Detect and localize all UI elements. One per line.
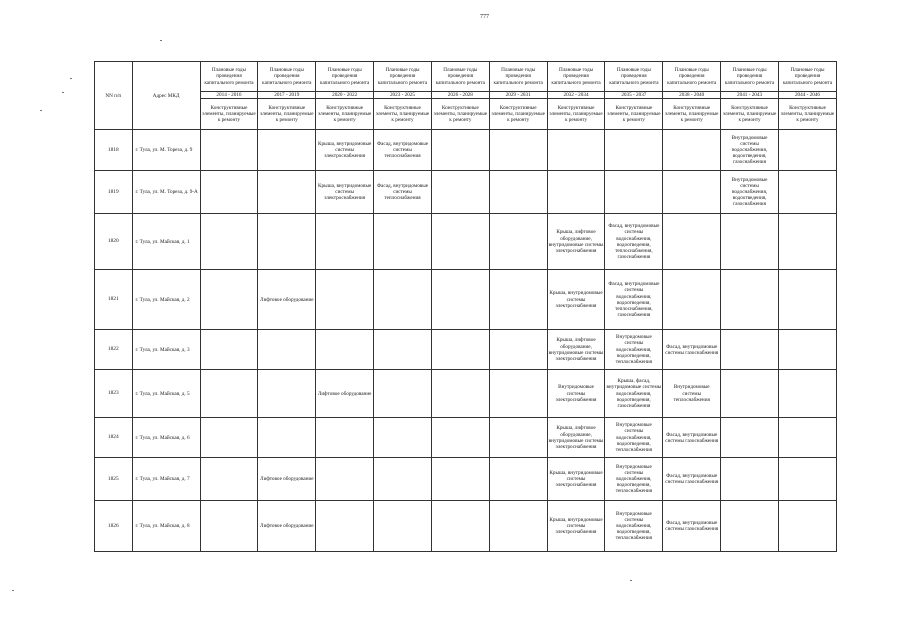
repair-elements-cell xyxy=(605,130,663,171)
repair-elements-cell xyxy=(316,270,374,330)
column-header-number: NN п/п xyxy=(95,62,133,130)
table-row xyxy=(95,370,837,418)
repair-elements-cell xyxy=(200,501,258,552)
elements-header: Конструктивные элементы, планируемые к ремонту xyxy=(374,99,432,130)
repair-elements-cell xyxy=(489,418,547,458)
repair-elements-cell xyxy=(374,370,432,418)
repair-elements-cell xyxy=(489,130,547,171)
repair-elements-cell xyxy=(721,214,779,270)
period-header: Плановые годы проведения капитального ремонта xyxy=(663,62,721,92)
repair-elements-cell xyxy=(489,458,547,501)
years-header: 2041 - 2043 xyxy=(721,92,779,99)
repair-elements-cell xyxy=(721,370,779,418)
repair-elements-cell xyxy=(431,418,489,458)
repair-elements-cell: Фасад, внутридомовые системы теплоснабжения xyxy=(374,171,432,214)
repair-elements-cell: Фасад, внутридомовые системы газоснабжения xyxy=(663,418,721,458)
years-header: 2026 - 2028 xyxy=(431,92,489,99)
repair-elements-cell: Фасад, внутридомовые системы газоснабжения xyxy=(663,458,721,501)
repair-elements-cell: Крыша, внутридомовые системы электроснабжения xyxy=(316,171,374,214)
repair-elements-cell xyxy=(316,214,374,270)
elements-header: Конструктивные элементы, планируемые к ремонту xyxy=(547,99,605,130)
row-number: 1821 xyxy=(95,270,133,330)
repair-elements-cell xyxy=(721,330,779,370)
years-header: 2023 - 2025 xyxy=(374,92,432,99)
row-number: 1822 xyxy=(95,330,133,370)
repair-elements-cell: Крыша, внутридомовые системы электроснабжения xyxy=(547,501,605,552)
table-row xyxy=(95,458,837,501)
repair-elements-cell xyxy=(778,330,836,370)
repair-elements-cell xyxy=(778,270,836,330)
table-row xyxy=(95,130,837,171)
elements-header: Конструктивные элементы, планируемые к ремонту xyxy=(489,99,547,130)
repair-elements-cell: Фасад, внутридомовые системы теплоснабжения xyxy=(374,130,432,171)
row-address: г. Тула, ул. Майская, д. 7 xyxy=(132,458,200,501)
repair-elements-cell xyxy=(374,418,432,458)
repair-elements-cell xyxy=(258,171,316,214)
scan-speck xyxy=(160,40,162,41)
period-header: Плановые годы проведения капитального ремонта xyxy=(489,62,547,92)
repair-elements-cell xyxy=(431,458,489,501)
repair-elements-cell xyxy=(605,171,663,214)
repair-elements-cell: Крыша, внутридомовые системы электроснабжения xyxy=(316,130,374,171)
repair-elements-cell: Фасад, внутридомовые системы водоснабжения, водоотведения, теплоснабжения, газоснабжения xyxy=(605,270,663,330)
row-address: г. Тула, ул. Майская, д. 8 xyxy=(132,501,200,552)
repair-elements-cell xyxy=(258,330,316,370)
repair-elements-cell xyxy=(200,418,258,458)
row-address: г. Тула, ул. Майская, д. 5 xyxy=(132,370,200,418)
period-header: Плановые годы проведения капитального ремонта xyxy=(200,62,258,92)
repair-elements-cell: Фасад, внутридомовые системы газоснабжения xyxy=(663,330,721,370)
repair-elements-cell: Крыша, лифтовое оборудование, внутридомовые системы электроснабжения xyxy=(547,418,605,458)
repair-elements-cell xyxy=(489,370,547,418)
row-number: 1824 xyxy=(95,418,133,458)
scan-speck xyxy=(630,580,632,581)
repair-elements-cell xyxy=(489,171,547,214)
row-number: 1820 xyxy=(95,214,133,270)
repair-elements-cell: Внутридомовые системы водоснабжения, водоотведения, теплоснабжения xyxy=(605,501,663,552)
repair-elements-cell xyxy=(374,214,432,270)
repair-elements-cell xyxy=(258,370,316,418)
row-address: г. Тула, ул. М. Тореза, д. 9-А xyxy=(132,171,200,214)
repair-elements-cell: Внутридомовые системы теплоснабжения xyxy=(663,370,721,418)
repair-elements-cell xyxy=(258,214,316,270)
repair-elements-cell xyxy=(663,214,721,270)
scan-speck xyxy=(12,590,14,591)
elements-header: Конструктивные элементы, планируемые к ремонту xyxy=(721,99,779,130)
repair-elements-cell: Крыша, фасад, внутридомовые системы водоснабжения, водоотведения, газоснабжения xyxy=(605,370,663,418)
scan-speck xyxy=(70,78,72,79)
years-header: 2020 - 2022 xyxy=(316,92,374,99)
repair-elements-cell: Внутридомовые системы водоснабжения, водоотведения, теплоснабжения xyxy=(605,418,663,458)
repair-elements-cell xyxy=(547,171,605,214)
scan-speck xyxy=(62,92,64,93)
row-number: 1823 xyxy=(95,370,133,418)
page-number: 777 xyxy=(480,14,489,20)
period-header: Плановые годы проведения капитального ремонта xyxy=(374,62,432,92)
repair-elements-cell: Фасад, внутридомовые системы водоснабжения, водоотведения, теплоснабжения, газоснабжения xyxy=(605,214,663,270)
repair-elements-cell xyxy=(489,214,547,270)
years-header: 2014 - 2016 xyxy=(200,92,258,99)
repair-elements-cell xyxy=(778,458,836,501)
repair-elements-cell: Внутридомовые системы электроснабжения xyxy=(547,370,605,418)
table-row xyxy=(95,270,837,330)
period-header: Плановые годы проведения капитального ремонта xyxy=(547,62,605,92)
repair-elements-cell: Внутридомовые системы водоснабжения, водоотведения, газоснабжения xyxy=(721,171,779,214)
repair-elements-cell xyxy=(200,370,258,418)
repair-elements-cell xyxy=(431,130,489,171)
table-row xyxy=(95,418,837,458)
period-header: Плановые годы проведения капитального ремонта xyxy=(258,62,316,92)
repair-elements-cell xyxy=(778,370,836,418)
repair-elements-cell xyxy=(721,458,779,501)
row-address: г. Тула, ул. М. Тореза, д. 9 xyxy=(132,130,200,171)
years-header: 2017 - 2019 xyxy=(258,92,316,99)
elements-header: Конструктивные элементы, планируемые к ремонту xyxy=(258,99,316,130)
elements-header: Конструктивные элементы, планируемые к ремонту xyxy=(316,99,374,130)
scan-speck xyxy=(40,110,42,111)
repair-elements-cell: Лифтовое оборудование xyxy=(258,458,316,501)
elements-header: Конструктивные элементы, планируемые к ремонту xyxy=(663,99,721,130)
row-number: 1826 xyxy=(95,501,133,552)
years-header: 2044 - 2046 xyxy=(778,92,836,99)
repair-elements-cell xyxy=(374,501,432,552)
repair-elements-cell xyxy=(663,171,721,214)
table-row xyxy=(95,501,837,552)
years-header: 2029 - 2031 xyxy=(489,92,547,99)
row-number: 1819 xyxy=(95,171,133,214)
repair-elements-cell xyxy=(200,270,258,330)
repair-elements-cell xyxy=(431,171,489,214)
repair-elements-cell xyxy=(721,418,779,458)
repair-elements-cell: Крыша, внутридомовые системы электроснабжения xyxy=(547,458,605,501)
repair-elements-cell xyxy=(663,270,721,330)
repair-elements-cell xyxy=(489,501,547,552)
repair-elements-cell xyxy=(431,214,489,270)
repair-elements-cell: Крыша, внутридомовые системы электроснабжения xyxy=(547,270,605,330)
elements-header: Конструктивные элементы, планируемые к ремонту xyxy=(605,99,663,130)
repair-schedule-table xyxy=(94,61,837,552)
repair-elements-cell: Фасад, внутридомовые системы газоснабжения xyxy=(663,501,721,552)
period-header: Плановые годы проведения капитального ремонта xyxy=(431,62,489,92)
years-header: 2032 - 2034 xyxy=(547,92,605,99)
repair-elements-cell xyxy=(778,214,836,270)
repair-elements-cell xyxy=(200,130,258,171)
repair-elements-cell xyxy=(778,418,836,458)
repair-elements-cell xyxy=(258,130,316,171)
repair-elements-cell xyxy=(721,501,779,552)
repair-elements-cell: Крыша, лифтовое оборудование, внутридомовые системы электроснабжения xyxy=(547,330,605,370)
repair-elements-cell xyxy=(547,130,605,171)
repair-elements-cell: Лифтовое оборудование xyxy=(316,370,374,418)
repair-elements-cell xyxy=(374,330,432,370)
row-number: 1818 xyxy=(95,130,133,171)
repair-elements-cell xyxy=(200,214,258,270)
table-row xyxy=(95,171,837,214)
repair-elements-cell xyxy=(778,171,836,214)
repair-elements-cell xyxy=(316,458,374,501)
table-row xyxy=(95,330,837,370)
repair-elements-cell xyxy=(778,130,836,171)
repair-elements-cell xyxy=(316,330,374,370)
years-header: 2038 - 2040 xyxy=(663,92,721,99)
repair-elements-cell xyxy=(489,270,547,330)
repair-elements-cell xyxy=(431,501,489,552)
repair-elements-cell xyxy=(431,270,489,330)
repair-elements-cell xyxy=(316,501,374,552)
row-address: г. Тула, ул. Майская, д. 2 xyxy=(132,270,200,330)
period-header: Плановые годы проведения капитального ремонта xyxy=(778,62,836,92)
table-row xyxy=(95,214,837,270)
elements-header: Конструктивные элементы, планируемые к ремонту xyxy=(431,99,489,130)
repair-elements-cell xyxy=(431,330,489,370)
row-address: г. Тула, ул. Майская, д. 6 xyxy=(132,418,200,458)
repair-elements-cell xyxy=(778,501,836,552)
row-number: 1825 xyxy=(95,458,133,501)
repair-elements-cell xyxy=(663,130,721,171)
period-header: Плановые годы проведения капитального ремонта xyxy=(721,62,779,92)
repair-elements-cell: Лифтовое оборудование xyxy=(258,501,316,552)
repair-elements-cell xyxy=(200,171,258,214)
years-header: 2035 - 2037 xyxy=(605,92,663,99)
repair-elements-cell: Внутридомовые системы водоснабжения, водоотведения, теплоснабжения xyxy=(605,458,663,501)
repair-elements-cell xyxy=(431,370,489,418)
repair-elements-cell xyxy=(316,418,374,458)
column-header-address: Адрес МКД xyxy=(132,62,200,130)
period-header: Плановые годы проведения капитального ремонта xyxy=(605,62,663,92)
repair-elements-cell xyxy=(489,330,547,370)
repair-elements-cell xyxy=(200,458,258,501)
repair-elements-cell: Внутридомовые системы водоснабжения, водоотведения, газоснабжения xyxy=(721,130,779,171)
repair-elements-cell xyxy=(721,270,779,330)
elements-header: Конструктивные элементы, планируемые к ремонту xyxy=(778,99,836,130)
repair-elements-cell xyxy=(200,330,258,370)
repair-elements-cell: Крыша, лифтовое оборудование, внутридомовые системы электроснабжения xyxy=(547,214,605,270)
elements-header: Конструктивные элементы, планируемые к ремонту xyxy=(200,99,258,130)
repair-elements-cell: Лифтовое оборудование xyxy=(258,270,316,330)
repair-elements-cell xyxy=(258,418,316,458)
row-address: г. Тула, ул. Майская, д. 1 xyxy=(132,214,200,270)
repair-elements-cell xyxy=(374,270,432,330)
repair-elements-cell: Внутридомовые системы водоснабжения, водоотведения, теплоснабжения xyxy=(605,330,663,370)
period-header: Плановые годы проведения капитального ремонта xyxy=(316,62,374,92)
repair-elements-cell xyxy=(374,458,432,501)
row-address: г. Тула, ул. Майская, д. 3 xyxy=(132,330,200,370)
